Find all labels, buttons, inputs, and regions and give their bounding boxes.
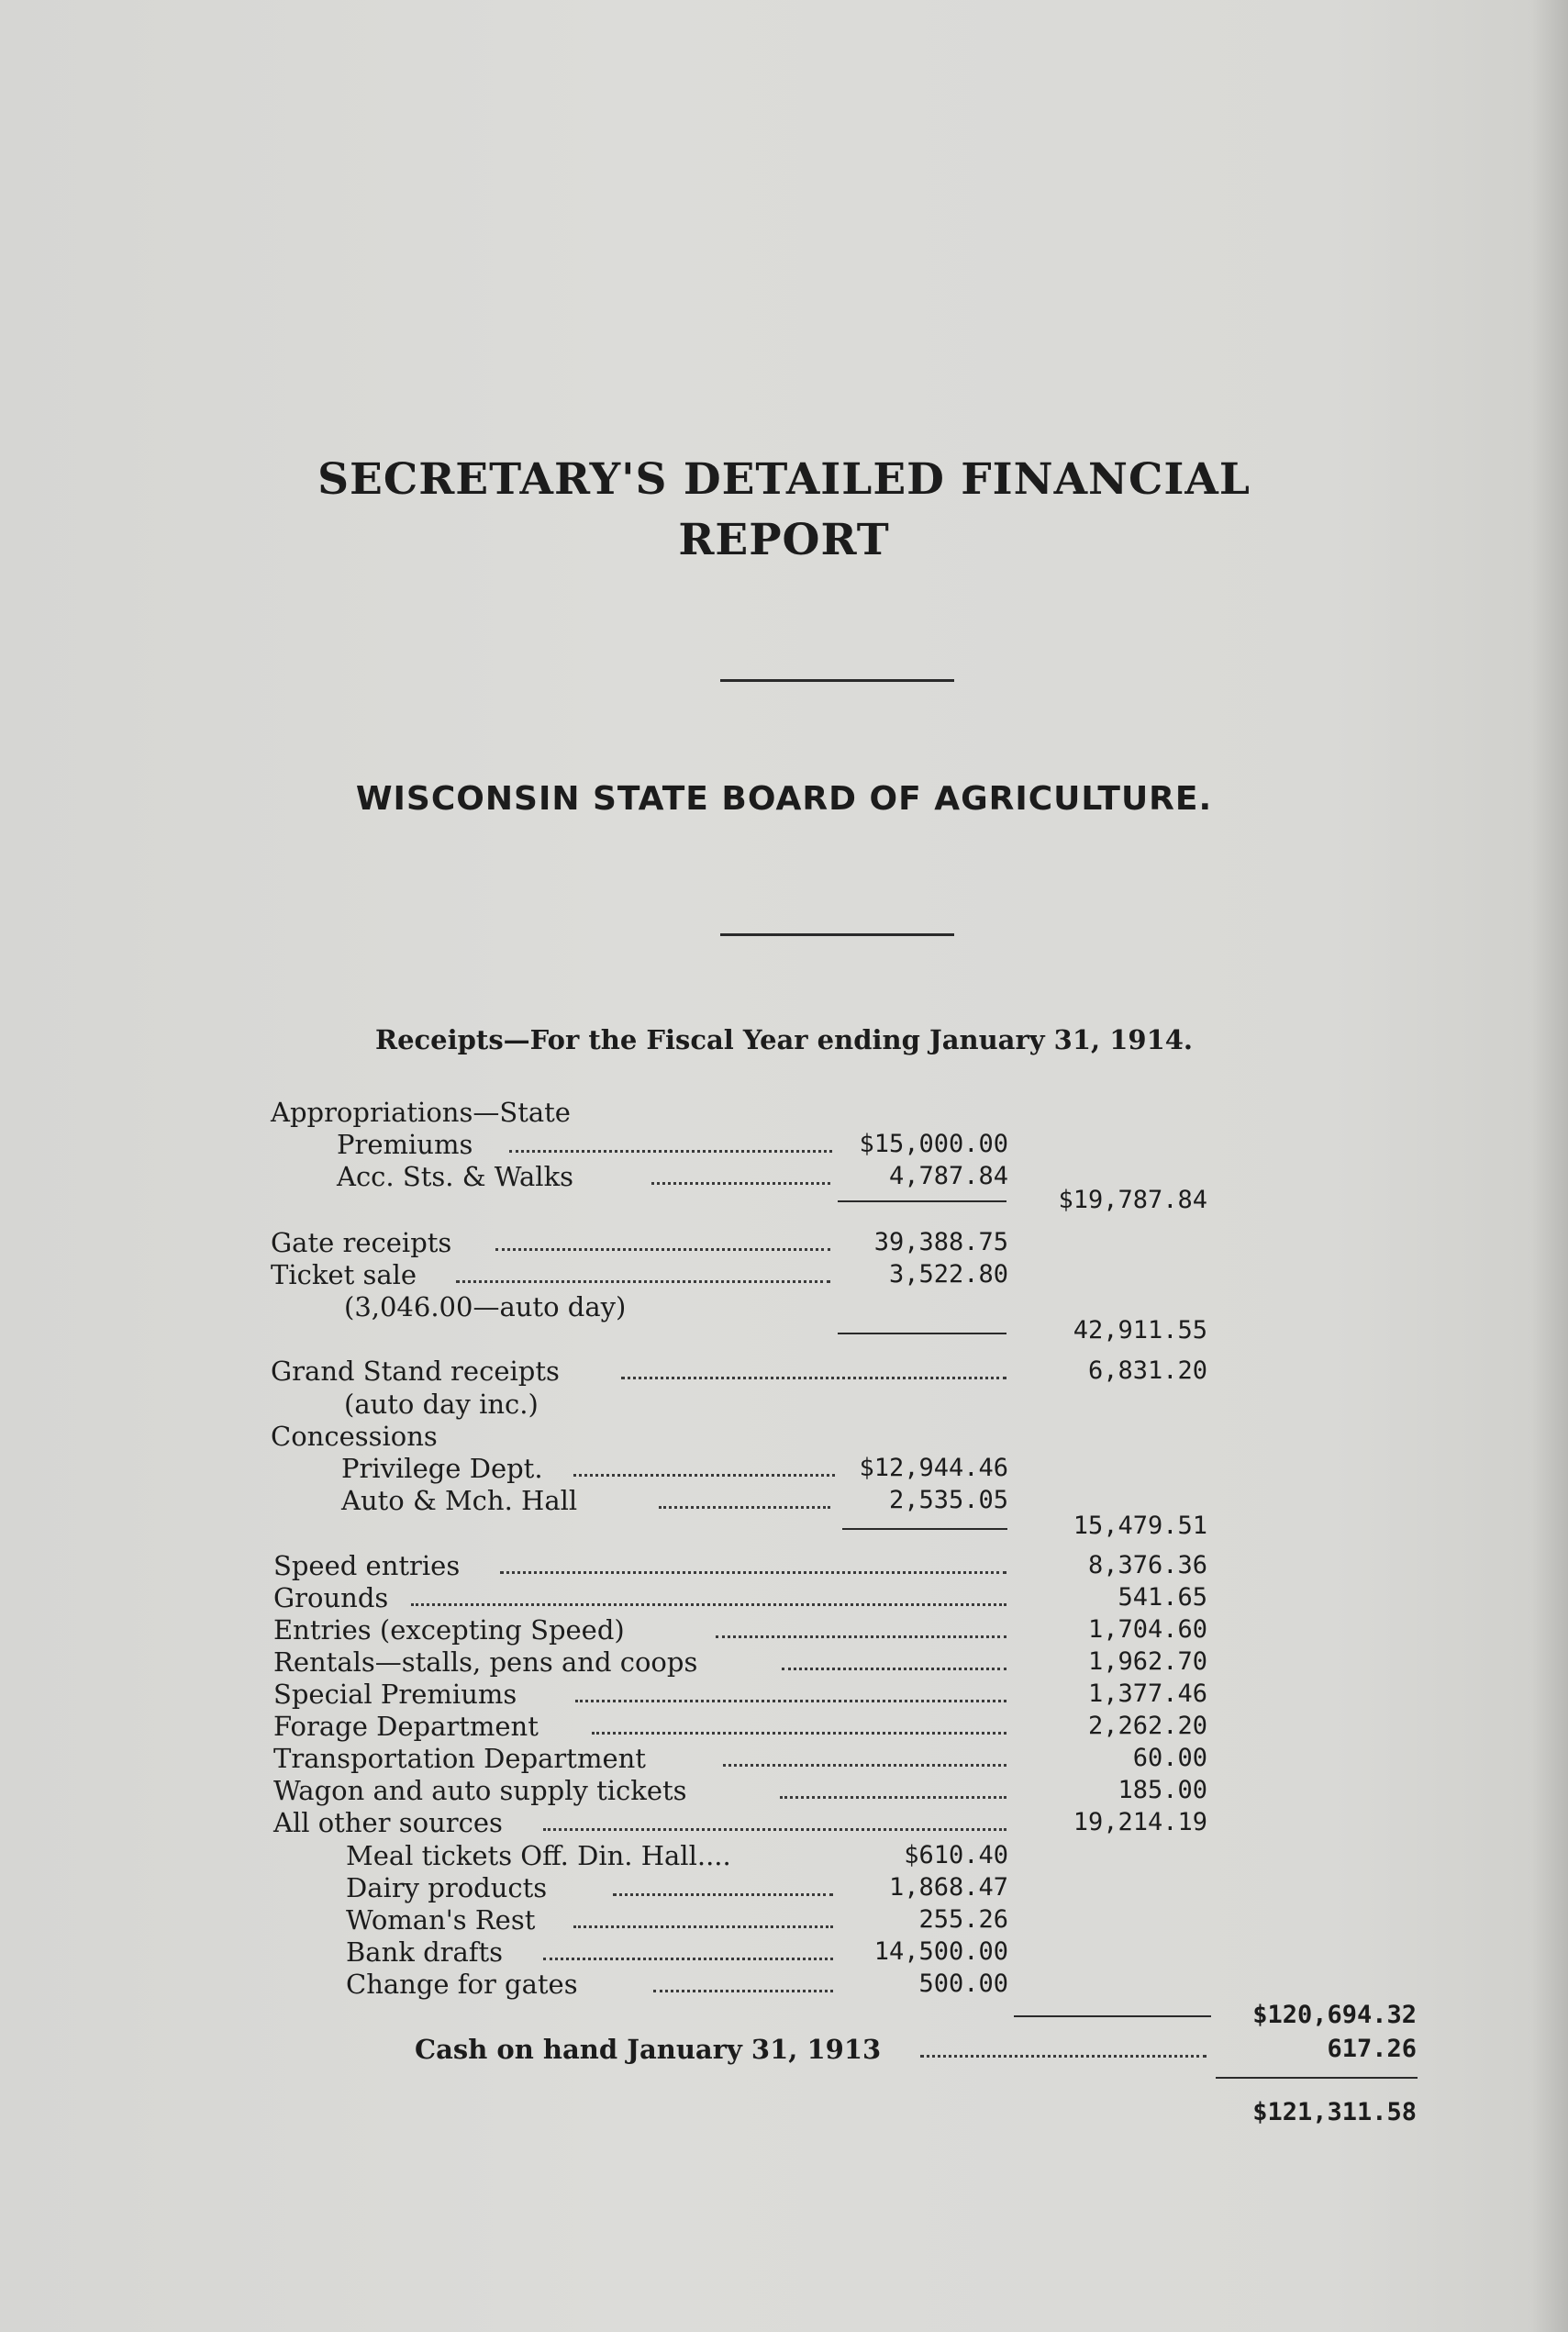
divider-rule: [720, 679, 954, 682]
dot-leader: [780, 1796, 1006, 1799]
dot-leader: [543, 1828, 1006, 1831]
amount-col2: 60.00: [1132, 1744, 1207, 1772]
row-label: Gate receipts: [271, 1227, 452, 1258]
board-heading: WISCONSIN STATE BOARD OF AGRICULTURE.: [355, 780, 1213, 818]
amount-col1: 3,522.80: [888, 1260, 1008, 1289]
row-label: Wagon and auto supply tickets: [273, 1775, 687, 1806]
ledger-row: [0, 1258, 1568, 1291]
amount-col2: 185.00: [1118, 1776, 1207, 1804]
ledger-row: [0, 1839, 1568, 1872]
amount-col2: $19,787.84: [1058, 1186, 1207, 1214]
ledger-row: [0, 1678, 1568, 1711]
amount-col2: 1,962.70: [1087, 1647, 1207, 1676]
dot-leader: [659, 1506, 830, 1509]
dot-leader: [920, 2055, 1207, 2058]
dot-leader: [500, 1571, 1006, 1574]
amount-col1: 4,787.84: [888, 1162, 1008, 1190]
row-label: Auto & Mch. Hall: [341, 1485, 578, 1516]
row-label: Rentals—stalls, pens and coops: [273, 1646, 698, 1678]
dot-leader: [653, 1990, 833, 1992]
row-note: (auto day inc.): [344, 1389, 539, 1420]
amount-col1: $610.40: [904, 1841, 1008, 1869]
row-label: Grand Stand receipts: [271, 1356, 560, 1387]
dot-leader: [456, 1280, 830, 1283]
amount-col2: 8,376.36: [1087, 1551, 1207, 1579]
row-label: Meal tickets Off. Din. Hall....: [346, 1840, 731, 1871]
amount-col1: $12,944.46: [859, 1454, 1008, 1482]
ledger-row: [0, 1742, 1568, 1775]
ledger-row: [0, 1128, 1568, 1161]
row-label: Acc. Sts. & Walks: [337, 1161, 574, 1192]
row-label: Special Premiums: [273, 1679, 517, 1710]
ledger-row: [0, 1388, 1568, 1421]
ledger-row: [0, 1936, 1568, 1969]
row-label: Change for gates: [346, 1969, 578, 2000]
row-label: All other sources: [273, 1807, 503, 1838]
report-title-line1: SECRETARY'S DETAILED FINANCIAL: [317, 454, 1251, 505]
subtotal-amount: $120,694.32: [1252, 2001, 1417, 2029]
ledger-row: [0, 2096, 1568, 2129]
row-label: Concessions: [271, 1421, 438, 1452]
ledger-row: [0, 1226, 1568, 1259]
dot-leader: [575, 1700, 1006, 1702]
dot-leader: [716, 1635, 1006, 1638]
ledger-row: [0, 1710, 1568, 1743]
ledger-row: [0, 1871, 1568, 1904]
row-label: Speed entries: [273, 1550, 461, 1581]
row-note: (3,046.00—auto day): [344, 1291, 627, 1322]
dot-leader: [573, 1474, 835, 1477]
row-label: Woman's Rest: [346, 1904, 536, 1936]
amount-col1: 255.26: [918, 1905, 1008, 1934]
report-title-line2: REPORT: [678, 515, 890, 565]
amount-col2: 2,262.20: [1087, 1712, 1207, 1740]
dot-leader: [592, 1732, 1006, 1735]
ledger-row: [0, 1806, 1568, 1839]
amount-col2: 19,214.19: [1073, 1808, 1207, 1836]
amount-col2: 6,831.20: [1087, 1356, 1207, 1385]
divider-rule: [720, 933, 954, 936]
dot-leader: [495, 1248, 830, 1251]
ledger-row: [0, 1999, 1568, 2032]
ledger-row: [0, 1581, 1568, 1614]
row-label: Privilege Dept.: [341, 1453, 543, 1484]
dot-leader: [573, 1925, 833, 1928]
dot-leader: [723, 1764, 1006, 1767]
ledger-row: [0, 2033, 1568, 2066]
amount-col2: 1,377.46: [1087, 1679, 1207, 1708]
ledger-row: [0, 1096, 1568, 1129]
row-label: Appropriations—State: [271, 1097, 571, 1128]
dot-leader: [621, 1377, 1006, 1379]
ledger-row: [0, 1646, 1568, 1679]
amount-col1: 14,500.00: [873, 1937, 1008, 1966]
amount-col2: 1,704.60: [1087, 1615, 1207, 1644]
amount-col1: 500.00: [918, 1969, 1008, 1998]
dot-leader: [509, 1150, 832, 1153]
dot-leader: [411, 1603, 1006, 1606]
amount-col1: 39,388.75: [873, 1228, 1008, 1256]
row-label: Cash on hand January 31, 1913: [415, 2034, 882, 2065]
grand-total-amount: $121,311.58: [1252, 2098, 1417, 2126]
ledger-row: [0, 1452, 1568, 1485]
ledger-row: [0, 1314, 1568, 1347]
row-label: Bank drafts: [346, 1936, 504, 1968]
row-label: Entries (excepting Speed): [273, 1614, 625, 1646]
amount-col1: 1,868.47: [888, 1873, 1008, 1902]
ledger-row: [0, 1184, 1568, 1217]
row-label: Grounds: [273, 1582, 389, 1613]
amount-col2: 541.65: [1118, 1583, 1207, 1612]
amount-col1: 2,535.05: [888, 1486, 1008, 1514]
row-label: Premiums: [337, 1129, 473, 1160]
sum-rule: [1216, 2077, 1418, 2079]
row-label: Dairy products: [346, 1872, 548, 1903]
dot-leader: [782, 1668, 1006, 1670]
amount-col1: $15,000.00: [859, 1130, 1008, 1158]
ledger-row: [0, 1420, 1568, 1453]
dot-leader: [613, 1893, 833, 1896]
ledger-row: [0, 1355, 1568, 1388]
ledger-row: [0, 1549, 1568, 1582]
amount-col2: 42,911.55: [1073, 1316, 1207, 1345]
row-label: Ticket sale: [271, 1259, 417, 1290]
receipts-subheading: Receipts—For the Fiscal Year ending January 31, 1914.: [374, 1024, 1194, 1055]
row-label: Transportation Department: [273, 1743, 646, 1774]
row-label: Forage Department: [273, 1711, 539, 1742]
ledger-row: [0, 1510, 1568, 1543]
amount-col2: 15,479.51: [1073, 1512, 1207, 1540]
dot-leader: [543, 1958, 833, 1960]
ledger-row: [0, 1774, 1568, 1807]
ledger-row: [0, 1613, 1568, 1646]
amount-col3: 617.26: [1327, 2035, 1417, 2063]
ledger-row: [0, 1968, 1568, 2001]
ledger-row: [0, 1903, 1568, 1936]
